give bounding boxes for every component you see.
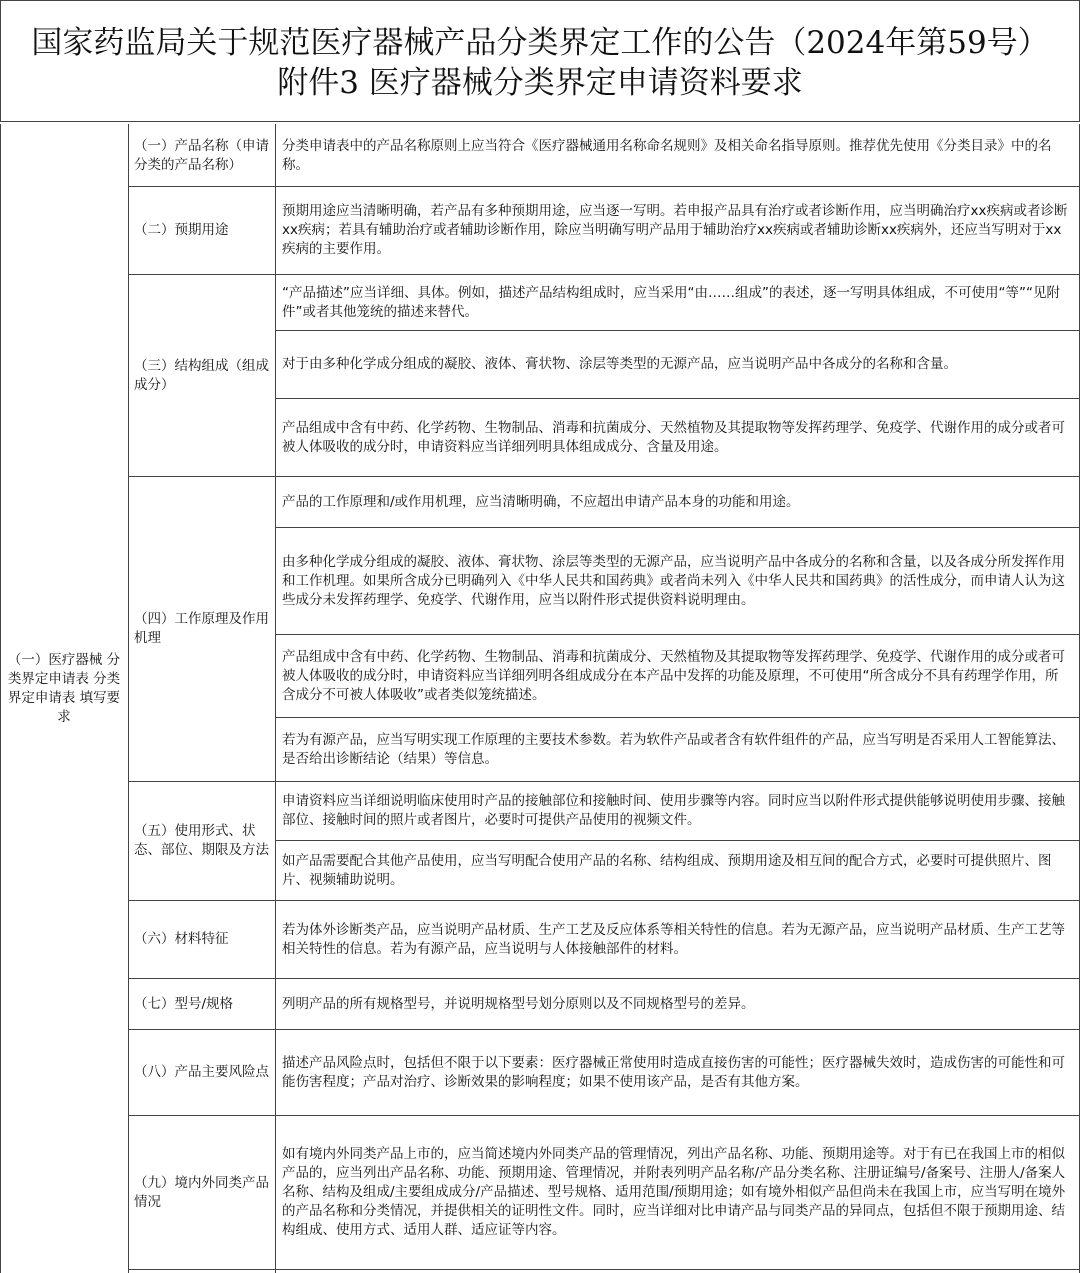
requirement-text: 若为有源产品，应当写明实现工作原理的主要技术参数。若为软件产品或者含有软件组件的产品，应当写明是否采用人工智能算法、是否给出诊断结论（结果）等信息。 xyxy=(282,731,1065,767)
requirement-text: 列明产品的所有规格型号，并说明规格型号划分原则以及不同规格型号的差异。 xyxy=(282,995,755,1012)
item-label-model: （七）型号/规格 xyxy=(134,995,234,1012)
requirements-table xyxy=(0,124,1080,1273)
document-title: 国家药监局关于规范医疗器械产品分类界定工作的公告（2024年第59号） xyxy=(31,25,1049,61)
requirement-text: 分类申请表中的产品名称原则上应当符合《医疗器械通用名称命名规则》及相关命名指导原则。推荐优先使用《分类目录》中的名称。 xyxy=(282,137,1052,173)
requirement-text: 若为体外诊断类产品，应当说明产品材质、生产工艺及反应体系等相关特性的信息。若为无源产品，应当说明产品材质、生产工艺等相关特性的信息。若为有源产品，应当说明与人体接触部件的材料。 xyxy=(282,921,1065,957)
row-divider xyxy=(128,1269,1080,1270)
requirement-text: 如有境内外同类产品上市的，应当简述境内外同类产品的管理情况，列出产品名称、功能、预期用途等。对于有已在我国上市的相似产品的，应当列出产品名称、功能、预期用途、管理情况，并附表列明产品名称/产品分类名称、注册证编号/备案号、注册人/备案人名称、结构及组成/主要组成成分/产品描述、型号规格、适用范围/预期用途；如有境外相似产品但尚未在我国上市，应当写明在境外的产品名称和分类情况，并提供相关的证明性文件。同时，应当详细对比申请产品与同类产品的异同点，包括但不限于预期用途、结构组成、使用方式、适用人群、适应证等内容。 xyxy=(282,1146,1066,1238)
requirement-text: 申请资料应当详细说明临床使用时产品的接触部位和接触时间、使用步骤等内容。同时应当以附件形式提供能够说明使用步骤、接触部位、接触时间的照片或者图片，必要时可提供产品使用的视频文件。 xyxy=(282,793,1065,828)
requirement-text: 预期用途应当清晰明确，若产品有多种预期用途，应当逐一写明。若申报产品具有治疗或者诊断作用，应当明确治疗xx疾病或者诊断xx疾病；若具有辅助治疗或者辅助诊断作用，除应当明确写明产品用于辅助治疗xx疾病或者辅助诊断xx疾病外，还应当写明对于xx疾病的主要作用。 xyxy=(282,203,1068,257)
item-label-usage: （五）使用形式、状态、部位、期限及方法 xyxy=(134,823,269,858)
item-label-composition: （三）结构组成（组成成分） xyxy=(134,357,269,393)
document-subtitle: 附件3 医疗器械分类界定申请资料要求 xyxy=(277,65,803,101)
requirement-text: 产品组成中含有中药、化学药物、生物制品、消毒和抗菌成分、天然植物及其提取物等发挥药理学、免疫学、代谢作用的成分或者可被人体吸收的成分时，申请资料应当详细列明各组成成分在本产品中发挥的功能及原理，不可使用“所含成分不具有药理学作用，所含成分不可被人体吸收”或者类似笼统描述。 xyxy=(282,648,1065,703)
title-box xyxy=(0,0,1080,122)
item-label-similar-products: （九）境内外同类产品情况 xyxy=(134,1174,269,1210)
item-label-material: （六）材料特征 xyxy=(134,931,229,947)
requirement-text: 对于由多种化学成分组成的凝胶、液体、膏状物、涂层等类型的无源产品，应当说明产品中各成分的名称和含量。 xyxy=(282,356,957,372)
requirement-text: 如产品需要配合其他产品使用，应当写明配合使用产品的名称、结构组成、预期用途及相互间的配合方式，必要时可提供照片、图片、视频辅助说明。 xyxy=(282,852,1052,888)
section-label: （一）医疗器械 分类界定申请表 分类界定申请表 填写要求 xyxy=(7,652,121,725)
item-label-intended-use: （二）预期用途 xyxy=(134,222,229,238)
item-label-name: （一）产品名称（申请分类的产品名称） xyxy=(134,137,269,173)
requirement-text: 描述产品风险点时，包括但不限于以下要素：医疗器械正常使用时造成直接伤害的可能性；医疗器械失效时，造成伤害的可能性和可能伤害程度；产品对治疗、诊断效果的影响程度；如果不使用该产品，是否有其他方案。 xyxy=(282,1054,1065,1090)
requirement-text: 由多种化学成分组成的凝胶、液体、膏状物、涂层等类型的无源产品，应当说明产品中各成分的名称和含量，以及各成分所发挥作用和工作机理。如果所含成分已明确列入《中华人民共和国药典》或者尚未列入《中华人民共和国药典》的活性成分，而申请人认为这些成分未发挥药理学、免疫学、代谢作用，应当以附件形式提供资料说明理由。 xyxy=(282,553,1065,608)
requirement-text: “产品描述”应当详细、具体。例如，描述产品结构组成时，应当采用“由……组成”的表述，逐一写明具体组成，不可使用“等”“见附件”或者其他笼统的描述来替代。 xyxy=(282,284,1060,320)
requirement-text: 产品的工作原理和/或作用机理，应当清晰明确，不应超出申请产品本身的功能和用途。 xyxy=(282,493,800,510)
requirement-text: 产品组成中含有中药、化学药物、生物制品、消毒和抗菌成分、天然植物及其提取物等发挥药理学、免疫学、代谢作用的成分或者可被人体吸收的成分时，申请资料应当详细列明具体组成成分、含量及用途。 xyxy=(282,419,1065,455)
item-label-risk: （八）产品主要风险点 xyxy=(134,1064,269,1080)
item-label-principle: （四）工作原理及作用机理 xyxy=(134,611,269,646)
